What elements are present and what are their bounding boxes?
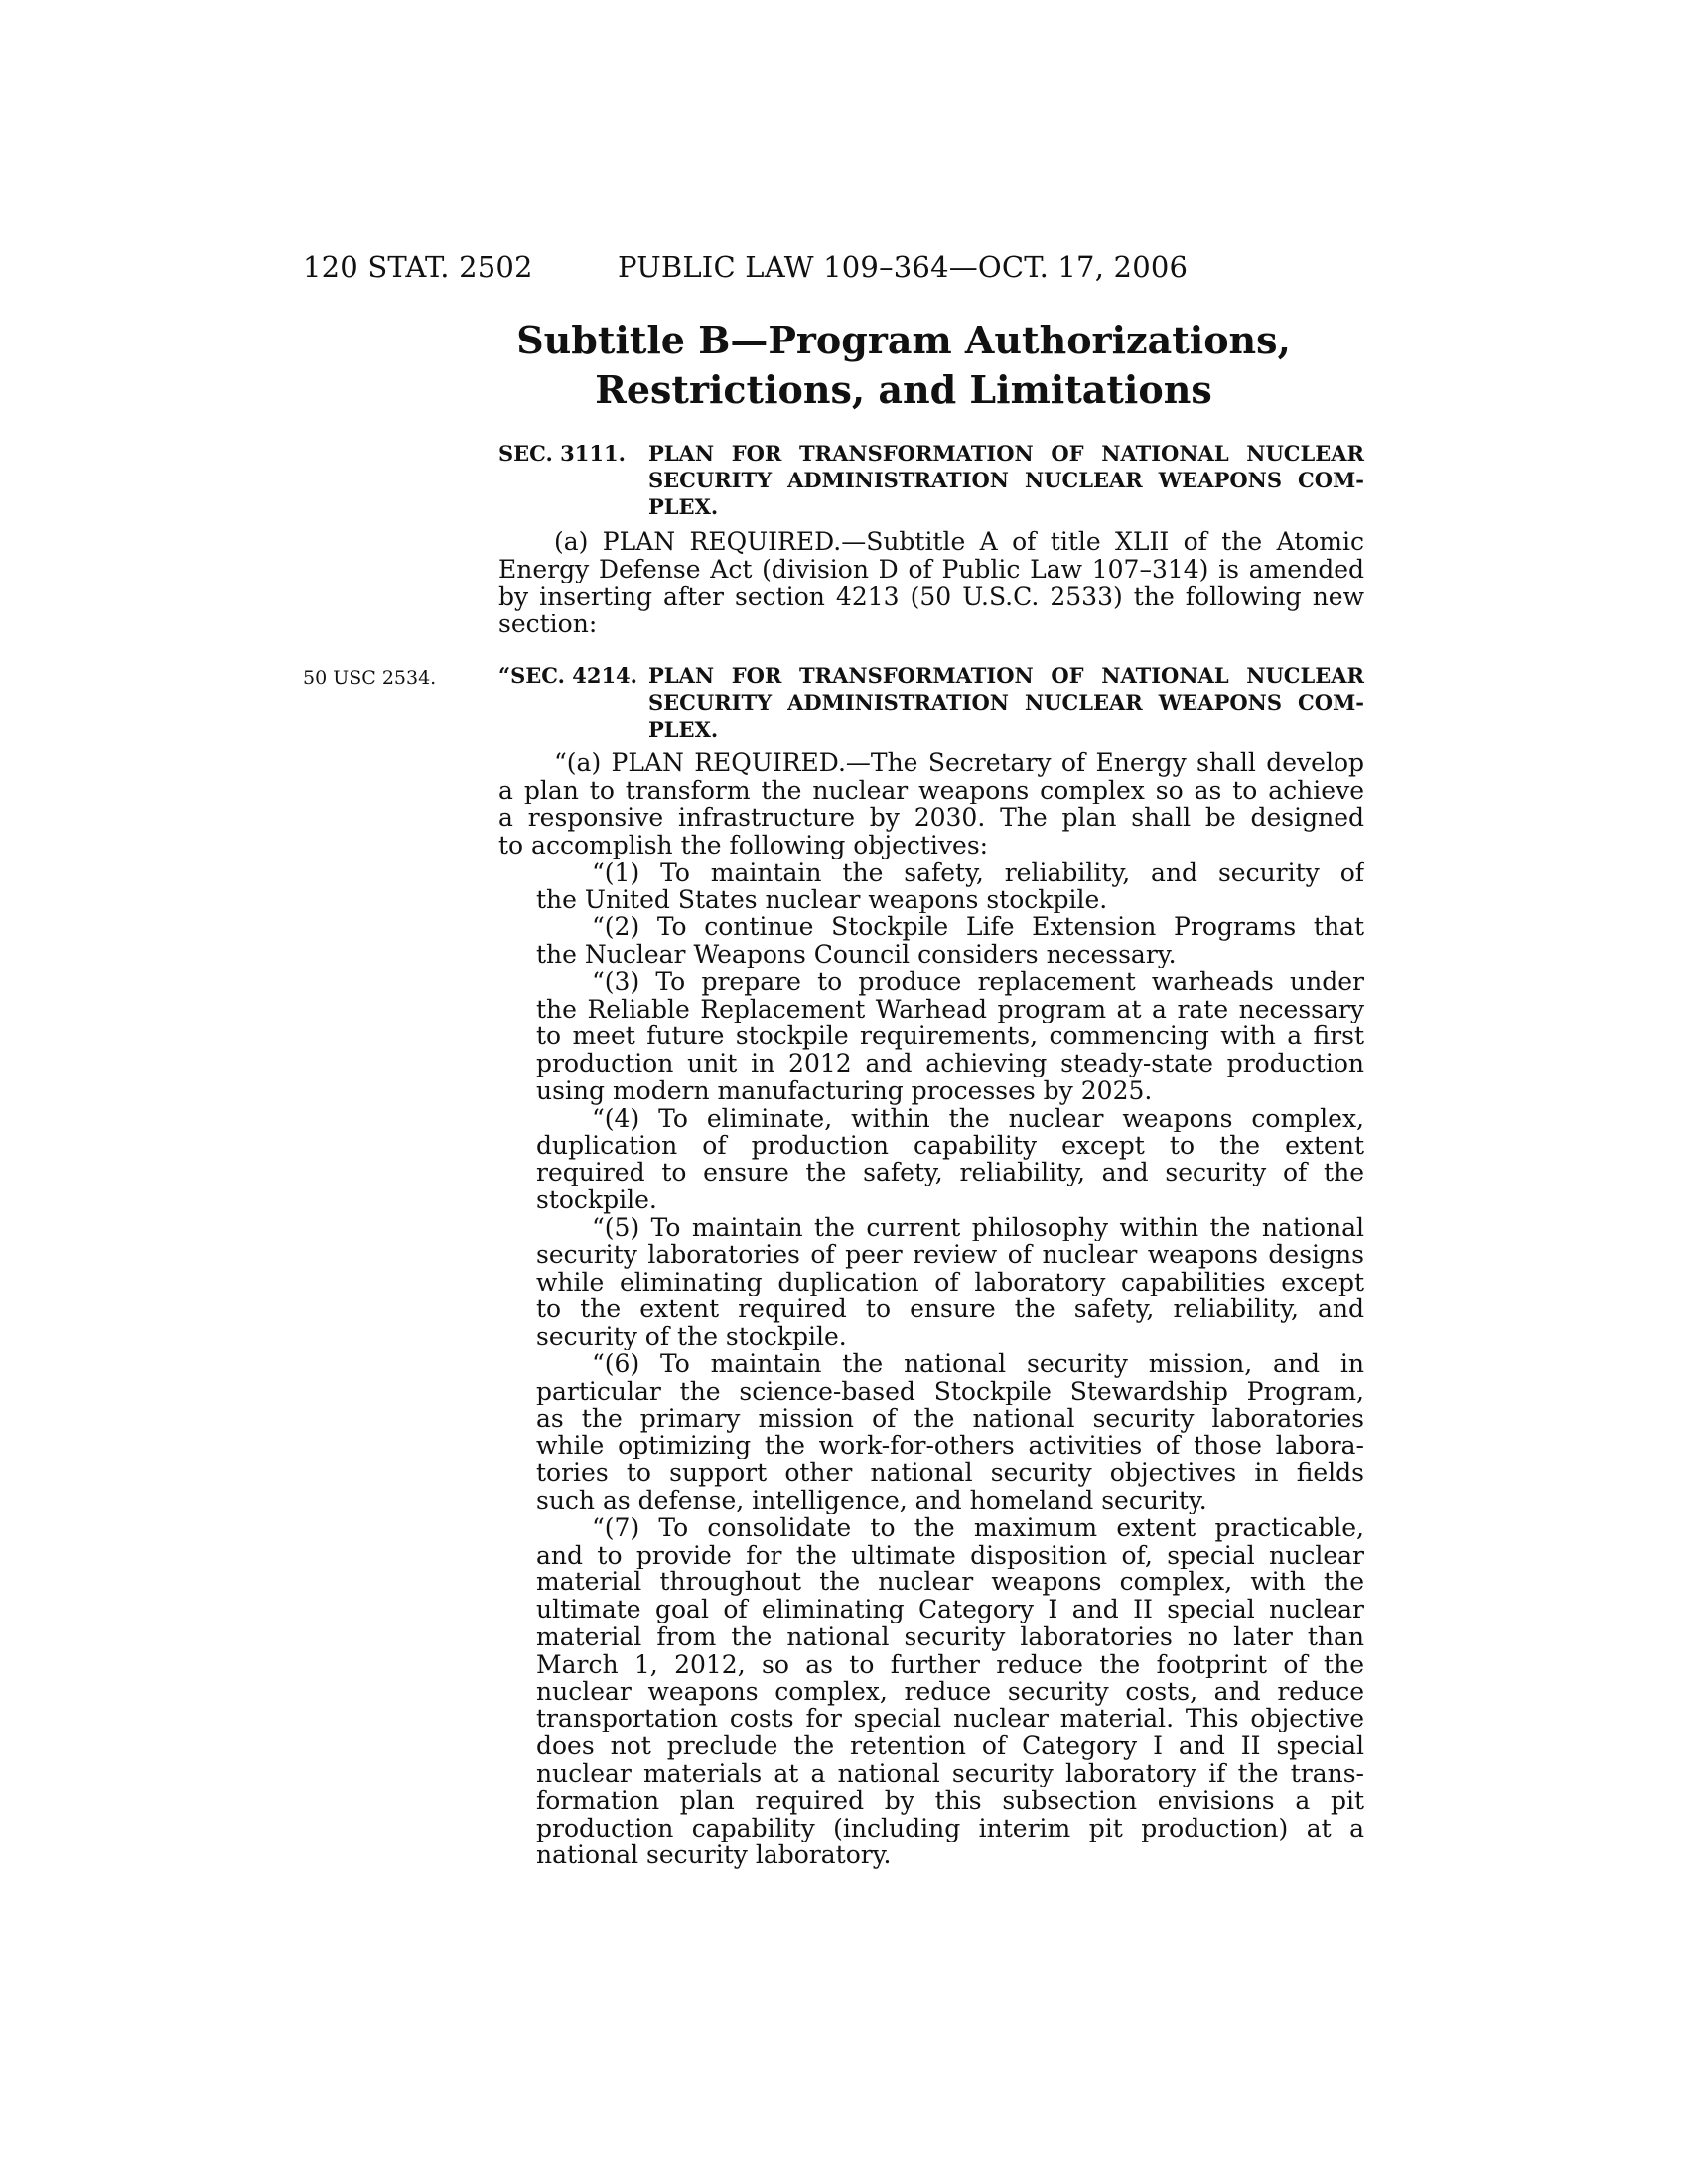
objective-line: particular the science-based Stockpile Stewardship Program, — [536, 1377, 1364, 1405]
objective-line: while optimizing the work-for-others activities of those labora- — [536, 1432, 1364, 1459]
section-3111-heading — [498, 440, 1364, 520]
subtitle-line-2: Restrictions, and Limitations — [595, 367, 1212, 412]
objective-line: national security laboratory. — [536, 1842, 892, 1869]
section-4214-heading — [498, 662, 1364, 743]
page-stat-number: 120 STAT. 2502 — [303, 250, 533, 284]
objective-line: does not preclude the retention of Category I and II special — [536, 1732, 1364, 1760]
objective-line: such as defense, intelligence, and homeland security. — [536, 1486, 1207, 1514]
body-a-line: a responsive infrastructure by 2030. The plan shall be designed — [498, 804, 1364, 832]
body-a-line: “(a) PLAN REQUIRED.—The Secretary of Energy shall develop — [554, 750, 1364, 777]
objective-line: “(6) To maintain the national security mission, and in — [592, 1350, 1364, 1378]
objective-line: March 1, 2012, so as to further reduce the footprint of the — [536, 1650, 1364, 1678]
objective-line: tories to support other national security objectives in fields — [536, 1459, 1364, 1487]
objective-line: using modern manufacturing processes by 2025. — [536, 1077, 1153, 1105]
objective-line: nuclear materials at a national security laboratory if the trans- — [536, 1759, 1364, 1787]
para-a-line-4: section: — [498, 610, 598, 637]
objective-line: production unit in 2012 and achieving steady-state production — [536, 1049, 1364, 1077]
objective-1 — [498, 859, 1364, 913]
para-a-line-3: by inserting after section 4213 (50 U.S.C. 2533) the following new — [498, 583, 1364, 611]
objective-line: security laboratories of peer review of nuclear weapons designs — [536, 1241, 1364, 1269]
objective-5 — [498, 1214, 1364, 1351]
usc-margin-note: 50 USC 2534. — [303, 667, 437, 689]
objective-line: “(1) To maintain the safety, reliability, and security of — [592, 859, 1364, 887]
section-4214-body — [498, 750, 1364, 1869]
section-3111-title-line-2: SECURITY ADMINISTRATION NUCLEAR WEAPONS COM- — [648, 468, 1364, 492]
objective-line: “(3) To prepare to produce replacement warheads under — [592, 968, 1364, 996]
objective-line: and to provide for the ultimate disposition of, special nuclear — [536, 1541, 1364, 1569]
para-a-line-2: Energy Defense Act (division D of Public Law 107–314) is amended — [498, 555, 1364, 583]
objective-line: transportation costs for special nuclear material. This objective — [536, 1705, 1364, 1732]
objective-line: material from the national security laboratories no later than — [536, 1623, 1364, 1651]
objective-line: the Reliable Replacement Warhead program at a rate necessary — [536, 995, 1364, 1023]
objective-line: production capability (including interim pit production) at a — [536, 1814, 1364, 1842]
section-4214-title-line-1: PLAN FOR TRANSFORMATION OF NATIONAL NUCLEAR — [648, 663, 1364, 688]
objective-line: the United States nuclear weapons stockpile. — [536, 886, 1108, 913]
objective-line: ultimate goal of eliminating Category I and II special nuclear — [536, 1595, 1364, 1623]
subsection-a-intro — [498, 528, 1364, 637]
objective-2 — [498, 913, 1364, 968]
subtitle-heading — [496, 316, 1311, 415]
section-3111-title-line-3: PLEX. — [648, 494, 719, 519]
objective-line: duplication of production capability except to the extent — [536, 1132, 1364, 1160]
objective-line: while eliminating duplication of laboratory capabilities except — [536, 1268, 1364, 1296]
objective-4 — [498, 1105, 1364, 1214]
subtitle-line-1: Subtitle B—Program Authorizations, — [516, 318, 1291, 362]
objective-line: “(2) To continue Stockpile Life Extension Programs that — [592, 913, 1364, 941]
objective-line: to meet future stockpile requirements, commencing with a first — [536, 1023, 1364, 1050]
objective-line: security of the stockpile. — [536, 1322, 847, 1350]
para-a-line-1: (a) PLAN REQUIRED.—Subtitle A of title XLII of the Atomic — [554, 528, 1364, 556]
section-3111-title-line-1: PLAN FOR TRANSFORMATION OF NATIONAL NUCLEAR — [648, 441, 1364, 466]
body-a-line: to accomplish the following objectives: — [498, 831, 989, 859]
objective-line: “(7) To consolidate to the maximum extent practicable, — [592, 1514, 1364, 1542]
objective-line: nuclear weapons complex, reduce security costs, and reduce — [536, 1678, 1364, 1706]
objective-line: “(5) To maintain the current philosophy within the national — [592, 1213, 1364, 1241]
body-a-line: a plan to transform the nuclear weapons complex so as to achieve — [498, 776, 1364, 804]
section-3111-number: SEC. 3111. — [498, 441, 626, 466]
objective-line: “(4) To eliminate, within the nuclear weapons complex, — [592, 1104, 1364, 1132]
objective-line: material throughout the nuclear weapons complex, with the — [536, 1569, 1364, 1596]
objective-line: the Nuclear Weapons Council considers necessary. — [536, 940, 1177, 968]
objective-line: as the primary mission of the national security laboratories — [536, 1405, 1364, 1433]
objective-7 — [498, 1514, 1364, 1869]
objective-line: formation plan required by this subsection envisions a pit — [536, 1787, 1364, 1815]
section-4214-title-line-2: SECURITY ADMINISTRATION NUCLEAR WEAPONS COM- — [648, 690, 1364, 715]
section-4214-title-line-3: PLEX. — [648, 717, 719, 742]
public-law-header: PUBLIC LAW 109–364—OCT. 17, 2006 — [618, 250, 1189, 284]
objective-line: stockpile. — [536, 1186, 657, 1214]
section-4214-number: “SEC. 4214. — [498, 663, 637, 688]
objective-line: to the extent required to ensure the safety, reliability, and — [536, 1296, 1364, 1323]
objective-line: required to ensure the safety, reliability, and security of the — [536, 1159, 1364, 1186]
objective-6 — [498, 1350, 1364, 1514]
objective-3 — [498, 968, 1364, 1105]
